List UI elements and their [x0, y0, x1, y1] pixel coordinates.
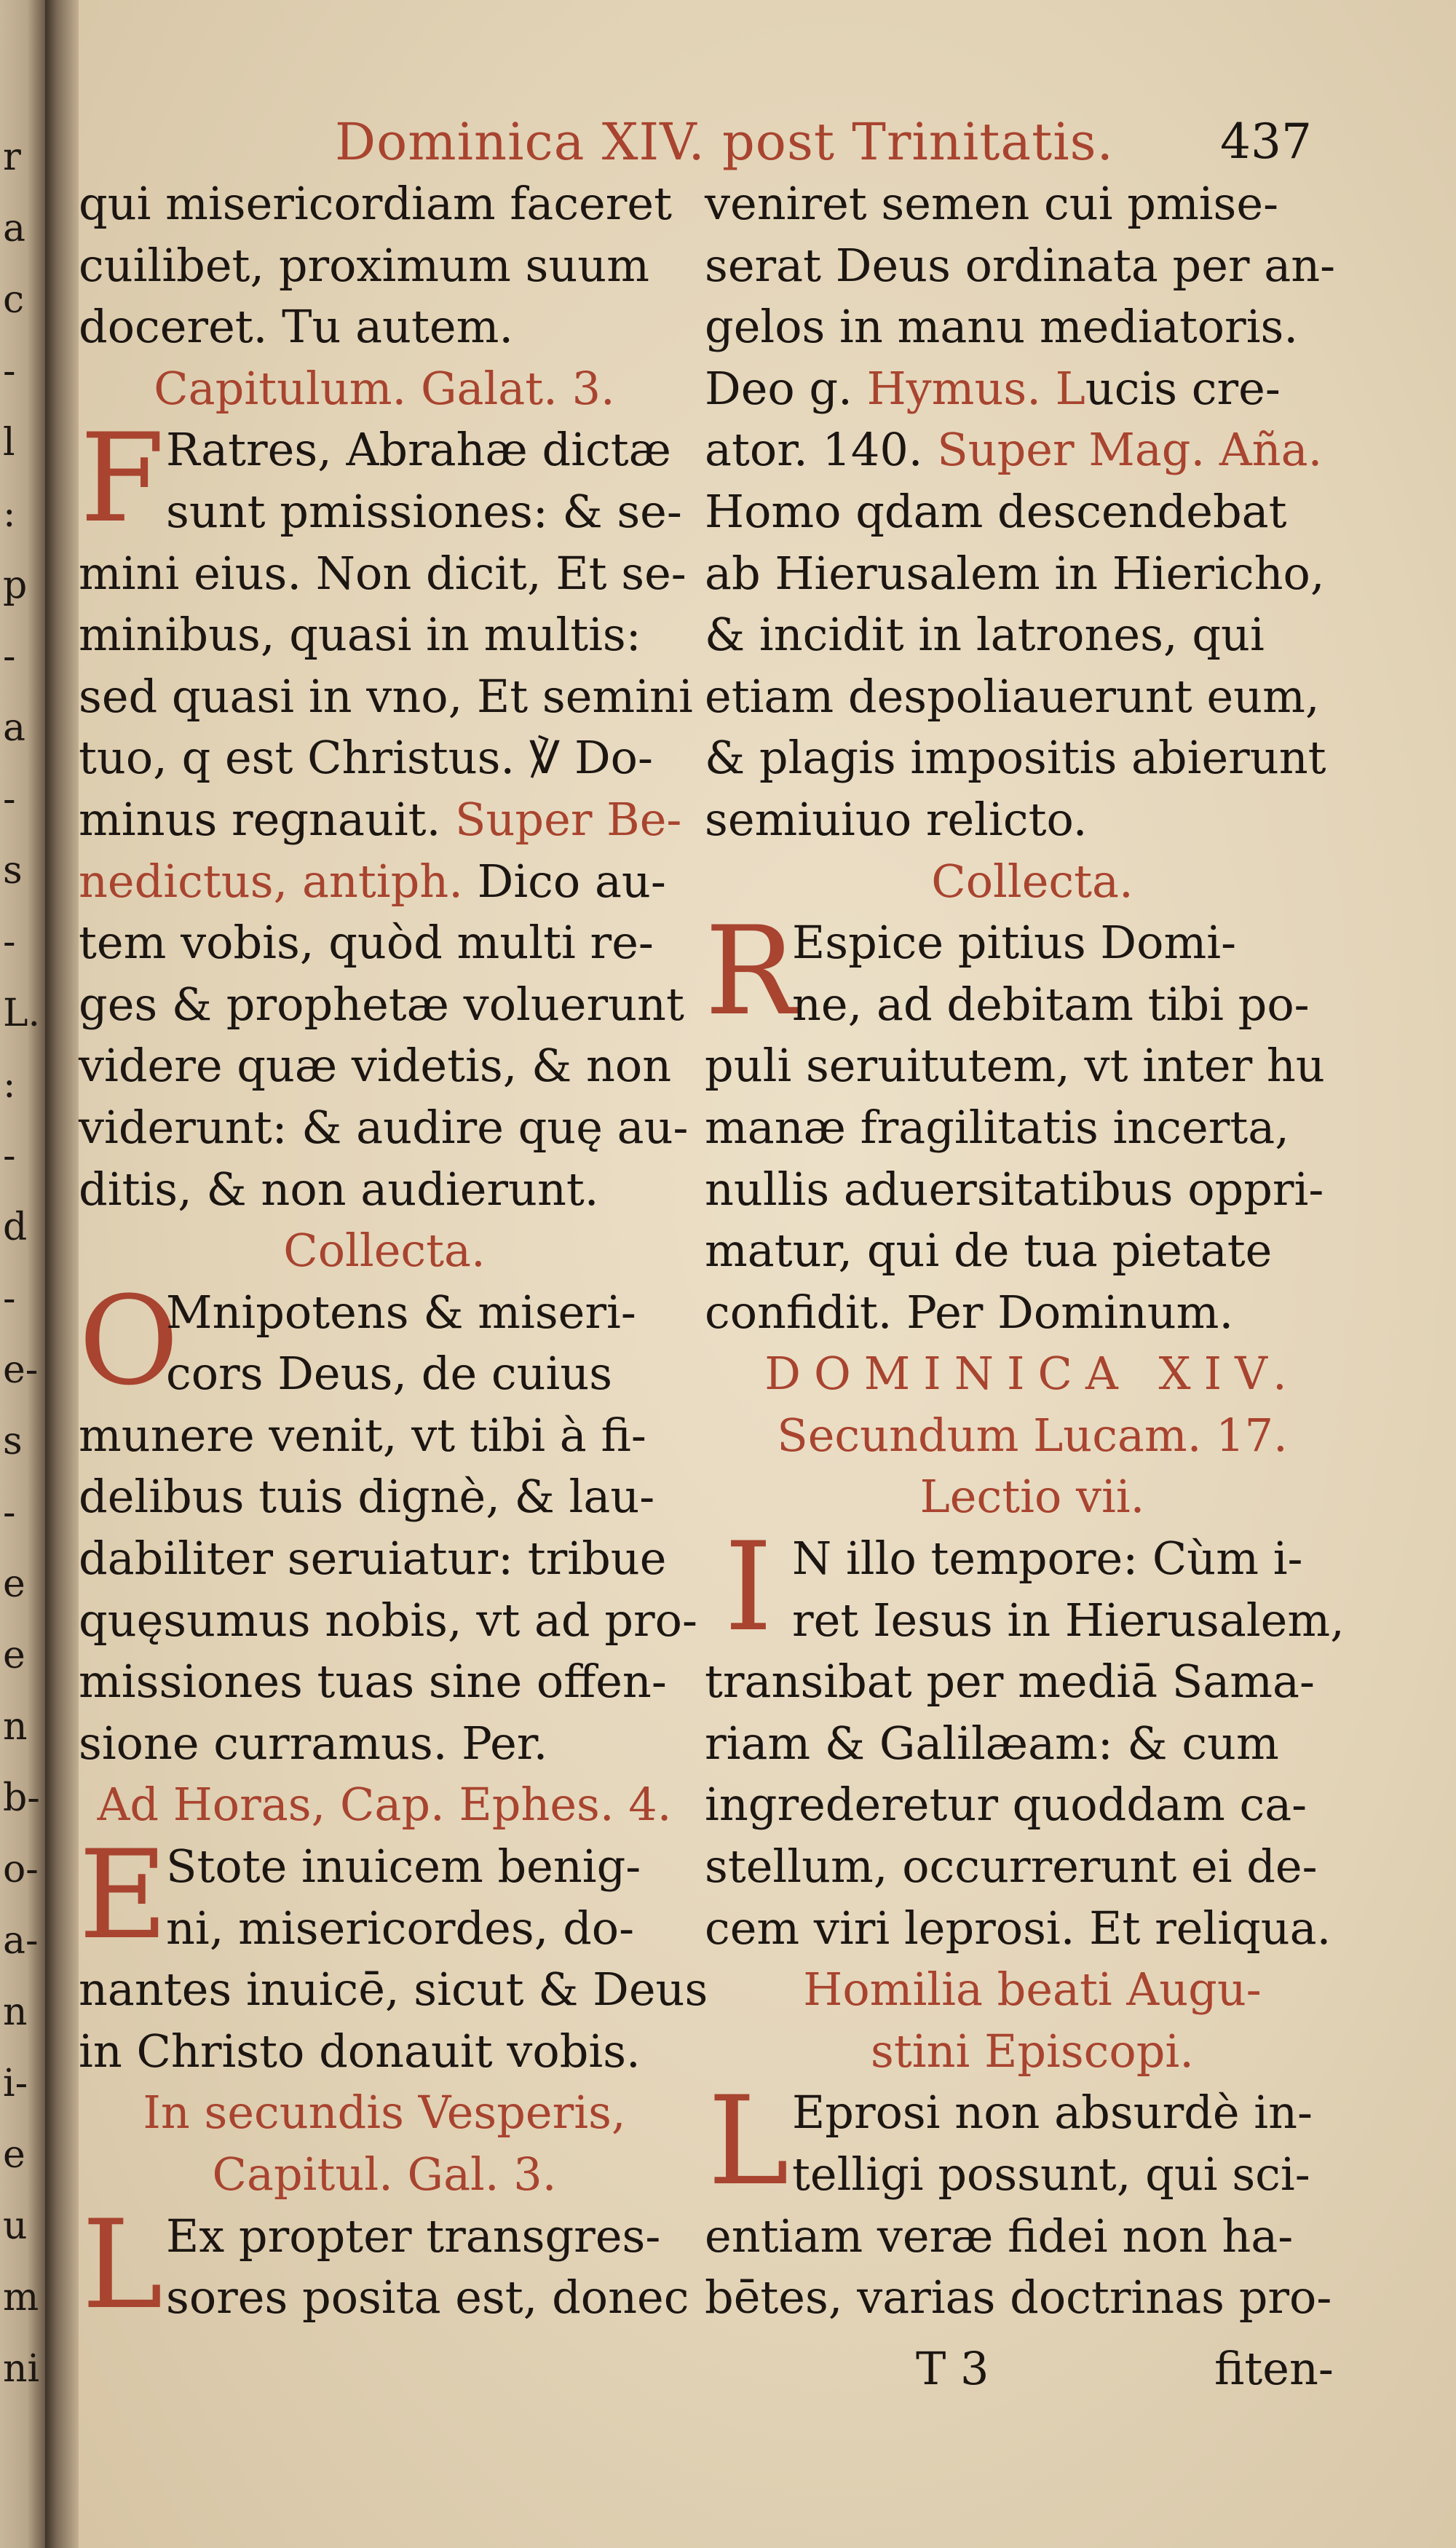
horas-heading: Ad Horas, Cap. Ephes. 4. [97, 1778, 672, 1832]
text-line: ne, ad debitam tibi po- [792, 977, 1310, 1031]
vesperis-heading: In secundis Vesperis, [143, 2086, 626, 2140]
lectio-heading: Lectio vii. [919, 1470, 1145, 1524]
previous-page-edge [0, 0, 45, 2548]
vesperis-paragraph [79, 2193, 690, 2336]
margin-fragment: e [3, 1634, 25, 1677]
text-line: veniret semen cui pmise- [705, 177, 1279, 230]
text-line: gelos in manu mediatoris. [705, 300, 1299, 354]
text-line: matur, qui de tua pietate [705, 1224, 1273, 1278]
text-line: in Christo donauit vobis. [79, 2024, 641, 2078]
drop-capital: F [79, 407, 165, 550]
margin-fragment: e [3, 1562, 25, 1606]
margin-fragment: - [3, 1277, 16, 1321]
text-line: cors Deus, de cuius [166, 1347, 613, 1401]
margin-fragment: c [3, 278, 25, 322]
drop-capital: O [79, 1269, 179, 1412]
margin-fragment: e [3, 2133, 25, 2177]
text-line [79, 851, 690, 913]
drop-capital: L [708, 2070, 789, 2213]
margin-fragment: - [3, 920, 16, 964]
margin-fragment: - [3, 1491, 16, 1535]
running-header: Dominica XIV. post Trinitatis. [335, 112, 1114, 172]
book-page [79, 0, 1456, 2548]
rubric: Hymus. L [866, 361, 1085, 415]
collecta-paragraph [79, 1269, 697, 1775]
margin-fragment: : [3, 1063, 16, 1107]
text-line: nullis aduersitatibus oppri- [705, 1162, 1324, 1216]
text-line: ni, misericordes, do- [166, 1901, 635, 1955]
collecta-heading: Collecta. [931, 854, 1133, 908]
drop-capital: R [705, 900, 797, 1043]
text-line: minibus, quasi in multis: [79, 608, 641, 662]
text-line: telligi possunt, qui sci- [792, 2148, 1310, 2201]
text-line: bētes, varias doctrinas pro- [705, 2271, 1332, 2325]
text-line: missiones tuas sine offen- [79, 1655, 667, 1709]
signature-mark: T 3 [916, 2342, 989, 2395]
homilia-paragraph [705, 2070, 1360, 2328]
text-line: sed quasi in vno, Et semini [79, 669, 693, 723]
vesperis-subheading: Capitul. Gal. 3. [212, 2148, 557, 2201]
margin-fragment: - [3, 1134, 16, 1178]
margin-fragment: s [3, 1420, 23, 1463]
dominica-heading: DOMINICA XIV. [764, 1347, 1300, 1401]
text-line: Ex propter transgres- [166, 2209, 661, 2263]
text-line: ret Iesus in Hierusalem, [792, 1593, 1345, 1647]
text-line: viderunt: & audire quę au- [79, 1100, 689, 1154]
margin-fragment: u [3, 2204, 28, 2248]
homilia-heading: stini Episcopi. [871, 2024, 1194, 2078]
text-line: mini eius. Non dicit, Et se- [79, 546, 687, 600]
text-line: Stote inuicem benig- [166, 1840, 641, 1894]
margin-fragment: e- [3, 1348, 39, 1392]
text-line: sores posita est, donec [166, 2271, 689, 2325]
collecta-paragraph [705, 900, 1360, 1343]
margin-fragment: d [3, 1206, 28, 1249]
text-line: stellum, occurrerunt ei de- [705, 1840, 1318, 1894]
text-line: dabiliter seruiatur: tribue [79, 1532, 667, 1586]
text-line [705, 419, 1360, 481]
text-line: serat Deus ordinata per an- [705, 238, 1336, 292]
text-line: ges & prophetæ voluerunt [79, 977, 684, 1031]
text-line: etiam despoliauerunt eum, [705, 669, 1320, 723]
capitulum-heading: Capitulum. Galat. 3. [154, 361, 615, 415]
text-line: tem vobis, quòd multi re- [79, 916, 654, 970]
margin-fragment: a [3, 207, 26, 250]
margin-fragment: a [3, 706, 26, 750]
text-line: entiam veræ fidei non ha- [705, 2209, 1294, 2263]
text-line: confidit. Per Dominum. [705, 1285, 1234, 1339]
text-line: Eprosi non absurdè in- [792, 2086, 1313, 2140]
text-line: tuo, q est Christus. ℣ Do- [79, 731, 653, 785]
text-line: ditis, & non audierunt. [79, 1162, 599, 1216]
capitulum-paragraph [79, 407, 693, 1220]
margin-fragment: m [3, 2276, 39, 2319]
text-line: N illo tempore: Cùm i- [792, 1532, 1303, 1586]
margin-fragment: o- [3, 1848, 39, 1891]
text-line: Homo qdam descendebat [705, 484, 1287, 538]
margin-fragment: L. [3, 992, 41, 1035]
text-line: quęsumus nobis, vt ad pro- [79, 1593, 697, 1647]
margin-fragment: : [3, 492, 16, 536]
text-line: qui misericordiam faceret [79, 177, 672, 230]
rubric: nedictus, antiph. [79, 854, 463, 908]
text-line: Ratres, Abrahæ dictæ [166, 423, 671, 477]
text-line: & incidit in latrones, qui [705, 608, 1265, 662]
text-line: videre quæ videtis, & non [79, 1039, 672, 1093]
text-line: puli seruitutem, vt inter hu [705, 1039, 1325, 1093]
collecta-heading: Collecta. [283, 1224, 486, 1278]
margin-fragment: l [3, 421, 15, 464]
margin-fragment: p [3, 563, 28, 607]
right-column [705, 173, 1360, 2329]
margin-fragment: - [3, 635, 16, 678]
margin-fragment: a- [3, 1919, 39, 1963]
lectio-paragraph [705, 1516, 1360, 1959]
text-line: manæ fragilitatis incerta, [705, 1100, 1289, 1154]
margin-fragment: b- [3, 1776, 40, 1820]
text-line: transibat per mediā Sama- [705, 1655, 1315, 1709]
margin-fragment: - [3, 778, 16, 821]
text-span: Dico au- [477, 854, 666, 908]
margin-fragment: n [3, 1990, 28, 2034]
drop-capital: I [724, 1516, 773, 1659]
margin-fragment: - [3, 349, 16, 393]
text-line: doceret. Tu autem. [79, 300, 514, 354]
text-line: cuilibet, proximum suum [79, 238, 649, 292]
margin-fragment: n [3, 1705, 28, 1749]
horas-paragraph [79, 1824, 708, 2082]
drop-capital: L [82, 2193, 163, 2336]
margin-fragment: ni [3, 2347, 40, 2391]
spine-shadow [45, 0, 80, 2548]
drop-capital: E [79, 1824, 168, 1967]
margin-fragment: i- [3, 2062, 28, 2105]
text-line: & plagis impositis abierunt [705, 731, 1326, 785]
text-line: munere venit, vt tibi à fi- [79, 1408, 646, 1462]
margin-fragment: r [3, 135, 21, 179]
rubric: Super Be- [455, 792, 682, 846]
text-line: ingrederetur quoddam ca- [705, 1778, 1307, 1832]
text-span: ator. 140. [705, 423, 923, 477]
text-span: Deo g. [705, 361, 852, 415]
text-line [705, 358, 1360, 420]
page-number: 437 [1220, 114, 1312, 170]
catchword: fiten- [1214, 2342, 1334, 2395]
text-line: sunt pmissiones: & se- [166, 484, 682, 538]
text-line: ab Hierusalem in Hiericho, [705, 546, 1325, 600]
text-line: cem viri leprosi. Et reliqua. [705, 1901, 1332, 1955]
margin-fragment: s [3, 849, 23, 893]
gospel-heading: Secundum Lucam. 17. [777, 1408, 1288, 1462]
rubric: Super Mag. Aña. [937, 423, 1323, 477]
text-line: sione curramus. Per. [79, 1716, 548, 1770]
text-line: delibus tuis dignè, & lau- [79, 1470, 655, 1524]
text-line: Mnipotens & miseri- [166, 1285, 636, 1339]
text-line [79, 789, 690, 851]
text-line: nantes inuicē, sicut & Deus [79, 1963, 708, 2017]
text-span: minus regnauit. [79, 792, 441, 846]
text-line: riam & Galilæam: & cum [705, 1716, 1279, 1770]
text-span: ucis cre- [1085, 361, 1281, 415]
left-column-text [79, 173, 708, 2336]
text-line: Espice pitius Domi- [792, 916, 1237, 970]
text-line: semiuiuo relicto. [705, 792, 1088, 846]
homilia-heading: Homilia beati Augu- [803, 1963, 1262, 2017]
